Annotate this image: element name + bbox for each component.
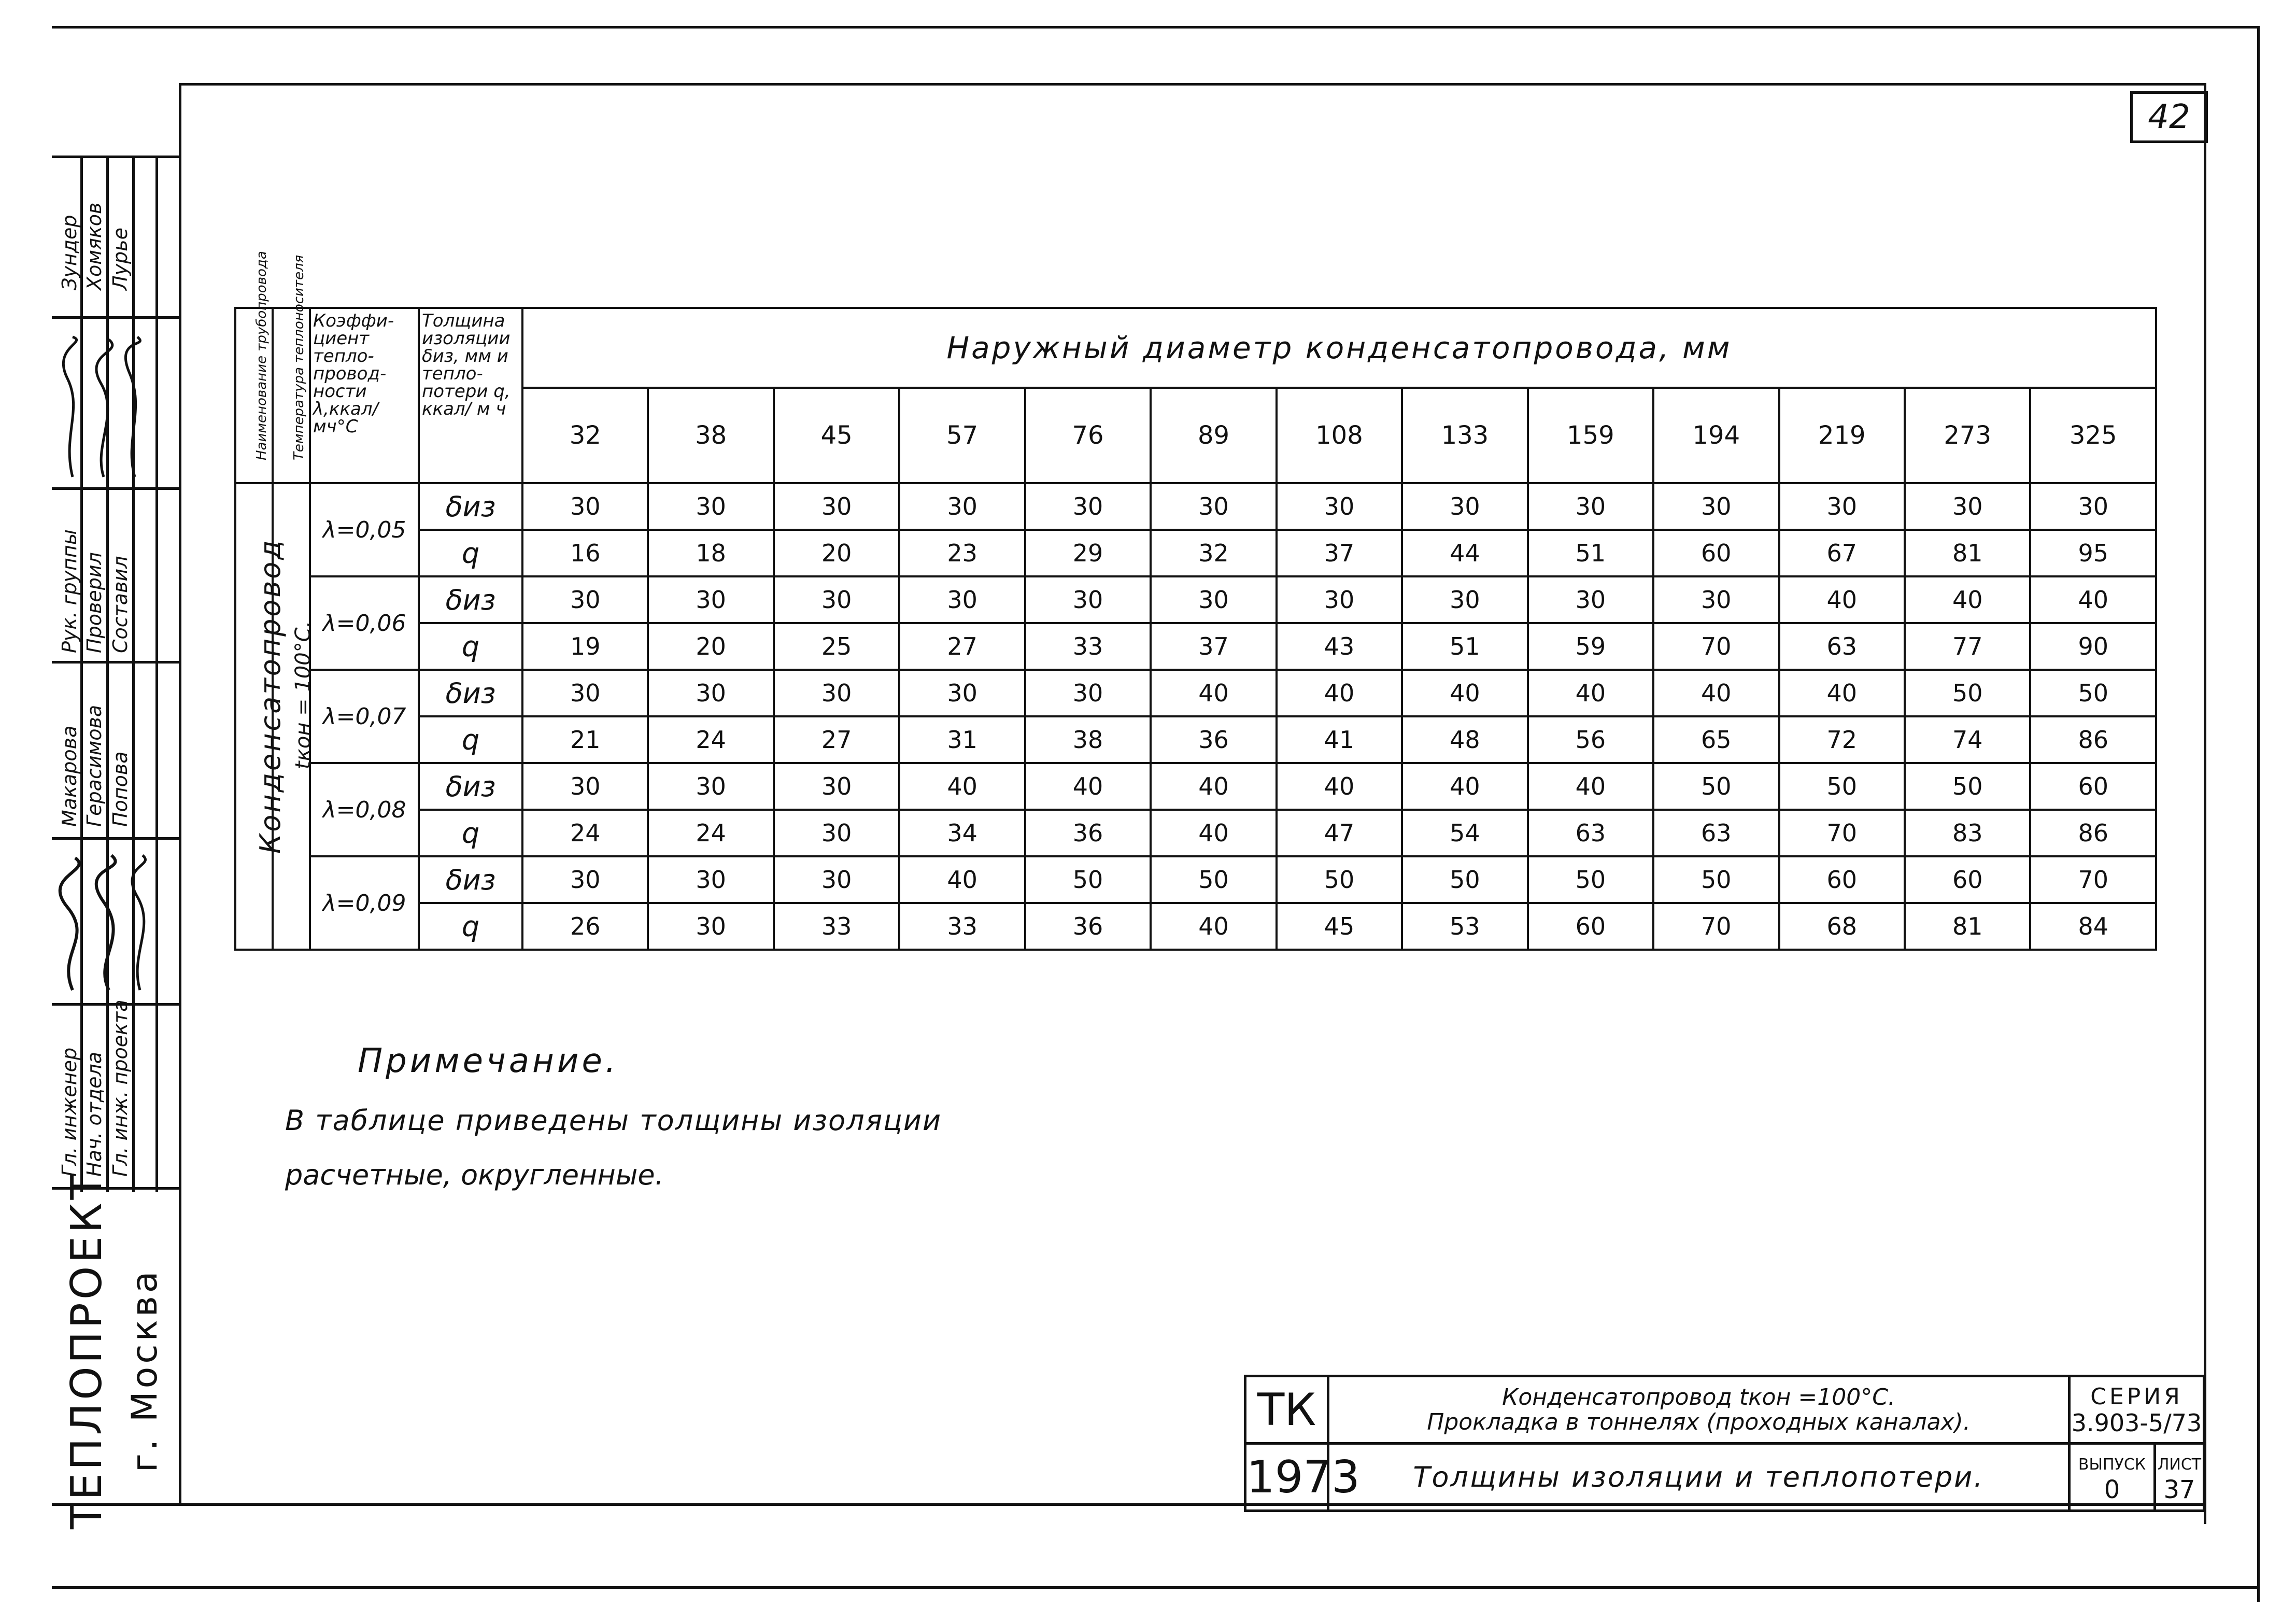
diameter-108: 108 bbox=[1277, 388, 1402, 483]
insulation-table bbox=[234, 251, 2157, 951]
heat-loss-symbol: q bbox=[419, 810, 522, 856]
heat-loss-value: 40 bbox=[1151, 810, 1276, 856]
diameter-133: 133 bbox=[1402, 388, 1527, 483]
heat-loss-value: 24 bbox=[522, 810, 648, 856]
table-row bbox=[235, 716, 2156, 763]
heat-loss-value: 56 bbox=[1528, 716, 1653, 763]
heat-loss-value: 16 bbox=[522, 530, 648, 576]
heat-loss-value: 27 bbox=[774, 716, 899, 763]
thickness-value: 40 bbox=[1528, 763, 1653, 810]
thickness-value: 30 bbox=[522, 763, 648, 810]
thickness-value: 40 bbox=[1528, 670, 1653, 716]
heat-loss-value: 18 bbox=[648, 530, 773, 576]
heat-loss-value: 70 bbox=[1779, 810, 1905, 856]
lambda-cell: λ=0,06 bbox=[310, 576, 419, 670]
thickness-value: 30 bbox=[1653, 576, 1779, 623]
signature-2 bbox=[52, 850, 176, 995]
thickness-value: 30 bbox=[1905, 483, 2030, 530]
heat-loss-value: 81 bbox=[1905, 530, 2030, 576]
header-row-2 bbox=[235, 388, 2156, 483]
thickness-value: 40 bbox=[1025, 763, 1151, 810]
stamp-sheet-value: 37 bbox=[2163, 1475, 2195, 1504]
thickness-value: 60 bbox=[1779, 856, 1905, 903]
thickness-value: 50 bbox=[1025, 856, 1151, 903]
stamp-title-3: Толщины изоляции и теплопотери. bbox=[1328, 1444, 2070, 1511]
temperature-text: tкон = 100°С. bbox=[291, 620, 315, 769]
thickness-value: 40 bbox=[1402, 670, 1527, 716]
stamp-issue-value: 0 bbox=[2104, 1475, 2120, 1504]
heat-loss-symbol: q bbox=[419, 903, 522, 950]
heat-loss-value: 36 bbox=[1025, 810, 1151, 856]
heat-loss-value: 40 bbox=[1151, 903, 1276, 950]
sheet-number: 42 bbox=[2130, 91, 2208, 143]
stamp-sheet bbox=[2155, 1444, 2204, 1511]
side-role-proveril: Проверил bbox=[83, 552, 106, 653]
thickness-value: 40 bbox=[1653, 670, 1779, 716]
heat-loss-value: 24 bbox=[648, 810, 773, 856]
heat-loss-value: 95 bbox=[2030, 530, 2156, 576]
stamp-year: 1973 bbox=[1245, 1444, 1328, 1511]
diameter-45: 45 bbox=[774, 388, 899, 483]
thickness-value: 30 bbox=[522, 670, 648, 716]
thickness-value: 30 bbox=[774, 670, 899, 716]
heat-loss-value: 63 bbox=[1779, 623, 1905, 670]
heat-loss-value: 37 bbox=[1151, 623, 1276, 670]
title-stamp bbox=[1244, 1375, 2205, 1512]
thickness-value: 30 bbox=[648, 763, 773, 810]
thickness-value: 70 bbox=[2030, 856, 2156, 903]
heat-loss-value: 68 bbox=[1779, 903, 1905, 950]
stamp-series bbox=[2070, 1376, 2204, 1444]
thickness-value: 40 bbox=[1151, 670, 1276, 716]
side-role-nach-otdela: Нач. отдела bbox=[83, 1051, 106, 1177]
signature-1 bbox=[52, 332, 176, 482]
thickness-value: 40 bbox=[1151, 763, 1276, 810]
thickness-value: 50 bbox=[1402, 856, 1527, 903]
thickness-value: 30 bbox=[1277, 483, 1402, 530]
heat-loss-value: 20 bbox=[648, 623, 773, 670]
heat-loss-value: 45 bbox=[1277, 903, 1402, 950]
stamp-issue bbox=[2070, 1444, 2155, 1511]
lambda-cell: λ=0,05 bbox=[310, 483, 419, 576]
thickness-value: 60 bbox=[2030, 763, 2156, 810]
thickness-value: 40 bbox=[1277, 763, 1402, 810]
heat-loss-symbol: q bbox=[419, 716, 522, 763]
stamp-series-label: СЕРИЯ bbox=[2090, 1383, 2183, 1410]
heat-loss-value: 29 bbox=[1025, 530, 1151, 576]
frame-inner-left bbox=[179, 83, 181, 1503]
side-name-gerasimova: Герасимова bbox=[83, 704, 106, 827]
pipe-name-cell bbox=[235, 483, 287, 950]
heat-loss-value: 86 bbox=[2030, 810, 2156, 856]
col-pipe-name-header: Наименование трубопровода bbox=[235, 308, 273, 483]
table-row bbox=[235, 810, 2156, 856]
col-temperature-header: Температура теплоносителя bbox=[273, 308, 310, 483]
heat-loss-value: 60 bbox=[1528, 903, 1653, 950]
heat-loss-symbol: q bbox=[419, 530, 522, 576]
stamp-sheet-label: ЛИСТ bbox=[2157, 1455, 2202, 1474]
heat-loss-value: 23 bbox=[899, 530, 1025, 576]
header-row-1 bbox=[235, 308, 2156, 388]
thickness-value: 40 bbox=[1779, 670, 1905, 716]
heat-loss-value: 47 bbox=[1277, 810, 1402, 856]
diameter-38: 38 bbox=[648, 388, 773, 483]
diameter-89: 89 bbox=[1151, 388, 1276, 483]
diameter-159: 159 bbox=[1528, 388, 1653, 483]
diameter-219: 219 bbox=[1779, 388, 1905, 483]
note-title: Примечание. bbox=[358, 1042, 619, 1080]
heat-loss-symbol: q bbox=[419, 623, 522, 670]
heat-loss-value: 26 bbox=[522, 903, 648, 950]
side-role-sostavil: Составил bbox=[109, 556, 132, 653]
heat-loss-value: 51 bbox=[1402, 623, 1527, 670]
thickness-value: 30 bbox=[2030, 483, 2156, 530]
heat-loss-value: 33 bbox=[1025, 623, 1151, 670]
thickness-value: 40 bbox=[899, 856, 1025, 903]
temperature-cell bbox=[273, 483, 315, 950]
thickness-value: 30 bbox=[1402, 576, 1527, 623]
heat-loss-value: 83 bbox=[1905, 810, 2030, 856]
diameter-span-header: Наружный диаметр конденсатопровода, мм bbox=[522, 308, 2156, 388]
pipe-name-text: Конденсатопровод bbox=[254, 538, 287, 854]
thickness-value: 50 bbox=[2030, 670, 2156, 716]
heat-loss-value: 84 bbox=[2030, 903, 2156, 950]
table-row bbox=[235, 623, 2156, 670]
heat-loss-value: 32 bbox=[1151, 530, 1276, 576]
thickness-value: 40 bbox=[2030, 576, 2156, 623]
thickness-value: 30 bbox=[774, 576, 899, 623]
side-top-name-1: Зундер bbox=[58, 215, 81, 290]
thickness-value: 30 bbox=[1528, 576, 1653, 623]
heat-loss-value: 41 bbox=[1277, 716, 1402, 763]
stamp-title-2: Прокладка в тоннелях (проходных каналах). bbox=[1427, 1408, 1971, 1435]
thickness-value: 30 bbox=[648, 856, 773, 903]
thickness-value: 30 bbox=[774, 856, 899, 903]
thickness-value: 30 bbox=[522, 576, 648, 623]
heat-loss-value: 90 bbox=[2030, 623, 2156, 670]
table-row bbox=[235, 670, 2156, 716]
thickness-value: 50 bbox=[1653, 856, 1779, 903]
stamp-tk: ТК bbox=[1245, 1376, 1328, 1444]
thickness-value: 30 bbox=[1025, 483, 1151, 530]
heat-loss-value: 34 bbox=[899, 810, 1025, 856]
thickness-symbol: δиз bbox=[419, 856, 522, 903]
side-top-name-3: Лурье bbox=[109, 228, 132, 290]
heat-loss-value: 36 bbox=[1151, 716, 1276, 763]
note-line-2: расчетные, округленные. bbox=[285, 1159, 664, 1191]
note-line-1: В таблице приведены толщины изоляции bbox=[285, 1104, 942, 1137]
thickness-value: 30 bbox=[1025, 670, 1151, 716]
thickness-value: 50 bbox=[1151, 856, 1276, 903]
stamp-title-block bbox=[1328, 1376, 2070, 1444]
thickness-value: 50 bbox=[1653, 763, 1779, 810]
table-row bbox=[235, 856, 2156, 903]
diameter-57: 57 bbox=[899, 388, 1025, 483]
heat-loss-value: 60 bbox=[1653, 530, 1779, 576]
thickness-value: 30 bbox=[899, 670, 1025, 716]
thickness-value: 40 bbox=[1277, 670, 1402, 716]
thickness-value: 50 bbox=[1905, 670, 2030, 716]
table-row bbox=[235, 576, 2156, 623]
thickness-value: 30 bbox=[1402, 483, 1527, 530]
frame-inner-top bbox=[179, 83, 2205, 86]
heat-loss-value: 48 bbox=[1402, 716, 1527, 763]
heat-loss-value: 24 bbox=[648, 716, 773, 763]
thickness-value: 30 bbox=[1528, 483, 1653, 530]
heat-loss-value: 31 bbox=[899, 716, 1025, 763]
heat-loss-value: 20 bbox=[774, 530, 899, 576]
thickness-value: 40 bbox=[1402, 763, 1527, 810]
stamp-series-value: 3.903-5/73 bbox=[2071, 1408, 2202, 1437]
thickness-symbol: δиз bbox=[419, 576, 522, 623]
diameter-194: 194 bbox=[1653, 388, 1779, 483]
lambda-cell: λ=0,09 bbox=[310, 856, 419, 950]
thickness-value: 30 bbox=[899, 576, 1025, 623]
thickness-value: 30 bbox=[648, 670, 773, 716]
side-role-gl-inzh-proekta: Гл. инж. проекта bbox=[109, 999, 132, 1177]
frame-inner-right bbox=[2204, 83, 2206, 1524]
heat-loss-value: 72 bbox=[1779, 716, 1905, 763]
thickness-value: 30 bbox=[1779, 483, 1905, 530]
heat-loss-value: 43 bbox=[1277, 623, 1402, 670]
heat-loss-value: 37 bbox=[1277, 530, 1402, 576]
diameter-273: 273 bbox=[1905, 388, 2030, 483]
heat-loss-value: 25 bbox=[774, 623, 899, 670]
heat-loss-value: 19 bbox=[522, 623, 648, 670]
thickness-symbol: δиз bbox=[419, 483, 522, 530]
frame-bottom-outer bbox=[52, 1586, 2260, 1589]
thickness-value: 40 bbox=[1779, 576, 1905, 623]
thickness-value: 50 bbox=[1528, 856, 1653, 903]
heat-loss-value: 36 bbox=[1025, 903, 1151, 950]
thickness-value: 40 bbox=[899, 763, 1025, 810]
heat-loss-value: 44 bbox=[1402, 530, 1527, 576]
thickness-value: 30 bbox=[1277, 576, 1402, 623]
heat-loss-value: 53 bbox=[1402, 903, 1527, 950]
side-role-gl-inzhener: Гл. инженер bbox=[58, 1047, 81, 1177]
thickness-value: 30 bbox=[1151, 483, 1276, 530]
heat-loss-value: 70 bbox=[1653, 623, 1779, 670]
thickness-value: 60 bbox=[1905, 856, 2030, 903]
thickness-value: 30 bbox=[522, 856, 648, 903]
side-top-name-2: Хомяков bbox=[83, 202, 106, 290]
heat-loss-value: 33 bbox=[899, 903, 1025, 950]
heat-loss-value: 51 bbox=[1528, 530, 1653, 576]
table-row bbox=[235, 763, 2156, 810]
heat-loss-value: 30 bbox=[648, 903, 773, 950]
diameter-32: 32 bbox=[522, 388, 648, 483]
thickness-value: 30 bbox=[899, 483, 1025, 530]
thickness-value: 30 bbox=[1653, 483, 1779, 530]
thickness-value: 30 bbox=[522, 483, 648, 530]
side-name-popova: Попова bbox=[109, 751, 132, 827]
frame-right-outer bbox=[2257, 26, 2260, 1602]
thickness-value: 30 bbox=[1025, 576, 1151, 623]
table-body bbox=[235, 483, 2156, 950]
thickness-value: 30 bbox=[648, 576, 773, 623]
thickness-value: 50 bbox=[1779, 763, 1905, 810]
heat-loss-value: 74 bbox=[1905, 716, 2030, 763]
heat-loss-value: 30 bbox=[774, 810, 899, 856]
table-row bbox=[235, 530, 2156, 576]
heat-loss-value: 65 bbox=[1653, 716, 1779, 763]
heat-loss-value: 38 bbox=[1025, 716, 1151, 763]
org-name: ТЕПЛОПРОЕКТ bbox=[62, 1170, 111, 1529]
thickness-value: 30 bbox=[774, 483, 899, 530]
thickness-symbol: δиз bbox=[419, 670, 522, 716]
heat-loss-value: 27 bbox=[899, 623, 1025, 670]
heat-loss-value: 54 bbox=[1402, 810, 1527, 856]
thickness-value: 40 bbox=[1905, 576, 2030, 623]
thickness-value: 30 bbox=[648, 483, 773, 530]
heat-loss-value: 33 bbox=[774, 903, 899, 950]
col-thickness-header: Толщина изоляции δиз, мм и тепло- потери q, ккал/ м ч bbox=[419, 308, 522, 483]
frame-top bbox=[52, 26, 2260, 29]
side-role-ruk-gruppy: Рук. группы bbox=[58, 529, 81, 653]
heat-loss-value: 81 bbox=[1905, 903, 2030, 950]
heat-loss-value: 70 bbox=[1653, 903, 1779, 950]
lambda-cell: λ=0,07 bbox=[310, 670, 419, 763]
heat-loss-value: 63 bbox=[1653, 810, 1779, 856]
diameter-325: 325 bbox=[2030, 388, 2156, 483]
diameter-76: 76 bbox=[1025, 388, 1151, 483]
heat-loss-value: 86 bbox=[2030, 716, 2156, 763]
lambda-cell: λ=0,08 bbox=[310, 763, 419, 856]
thickness-value: 30 bbox=[1151, 576, 1276, 623]
thickness-symbol: δиз bbox=[419, 763, 522, 810]
thickness-value: 30 bbox=[774, 763, 899, 810]
stamp-title-1: Конденсатопровод tкон =100°С. bbox=[1502, 1384, 1895, 1410]
thickness-value: 50 bbox=[1277, 856, 1402, 903]
stamp-issue-label: ВЫПУСК bbox=[2078, 1455, 2146, 1474]
table-row bbox=[235, 903, 2156, 950]
thickness-value: 50 bbox=[1905, 763, 2030, 810]
col-lambda-header: Коэффи- циент тепло- провод- ности λ,ккал/ мч°С bbox=[310, 308, 419, 483]
table-row bbox=[235, 483, 2156, 530]
heat-loss-value: 77 bbox=[1905, 623, 2030, 670]
heat-loss-value: 63 bbox=[1528, 810, 1653, 856]
org-city: г. Москва bbox=[124, 1268, 165, 1472]
heat-loss-value: 21 bbox=[522, 716, 648, 763]
heat-loss-value: 67 bbox=[1779, 530, 1905, 576]
side-name-makarova: Макарова bbox=[58, 725, 81, 827]
heat-loss-value: 59 bbox=[1528, 623, 1653, 670]
